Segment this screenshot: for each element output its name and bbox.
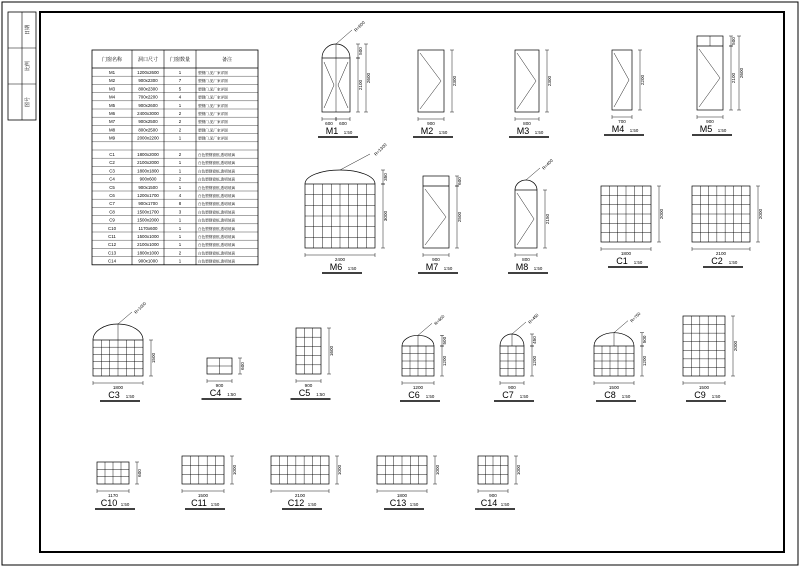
dimension-height: 1000 <box>516 464 521 476</box>
dimension-height: 1600 <box>329 345 334 357</box>
radius-leader <box>336 30 352 44</box>
dimension-width: 900 <box>508 385 516 390</box>
door-swing-mark <box>517 193 534 245</box>
schedule-cell-name: M5 <box>108 102 116 108</box>
radius-label: R=750 <box>629 311 642 324</box>
schedule-cell-qty: 1 <box>178 160 182 166</box>
schedule-cell-name: M2 <box>108 78 116 84</box>
elevation-scale: 1:50 <box>347 266 357 271</box>
schedule-header-3: 备注 <box>221 57 233 63</box>
dimension-width: 900 <box>304 383 313 388</box>
schedule-cell-name: M7 <box>108 119 116 125</box>
dimension-height: 2100 <box>731 72 736 84</box>
elevation-label-c5: C5 <box>298 388 311 398</box>
dimension-width: 1500 <box>698 385 710 390</box>
elevation-c11 <box>182 456 237 509</box>
schedule-cell-name: M1 <box>108 70 116 75</box>
window-frame <box>683 316 725 376</box>
schedule-cell-note: 塑钢门,见厂家详图 <box>198 112 228 116</box>
dimension-width: 1800 <box>396 493 408 498</box>
elevation-label-c8: C8 <box>604 390 616 400</box>
dimension-height: 600 <box>240 362 245 370</box>
schedule-cell-size: 1500x2000 <box>137 217 159 223</box>
schedule-cell-note: 白色塑钢窗框,透明玻璃 <box>198 251 235 256</box>
schedule-cell-size: 900x600 <box>139 176 157 182</box>
dimension-top: 500 <box>442 336 447 345</box>
elevation-scale: 1:50 <box>425 394 435 399</box>
schedule-cell-note: 白色塑钢窗框,透明玻璃 <box>198 210 235 215</box>
schedule-cell-size: 800x2300 <box>138 86 158 92</box>
elevation-scale: 1:50 <box>409 502 419 507</box>
schedule-cell-qty: 2 <box>178 250 182 256</box>
schedule-cell-size: 1170x600 <box>138 225 158 231</box>
schedule-cell-name: M3 <box>108 86 116 92</box>
schedule-cell-qty: 1 <box>178 234 182 239</box>
radius-leader <box>512 322 526 334</box>
elevation-label-m4: M4 <box>611 124 625 134</box>
radius-label: R=600 <box>433 313 446 327</box>
schedule-cell-size: 2400x3000 <box>137 111 159 116</box>
door-swing-mark <box>699 49 720 107</box>
dimension-width: 2100 <box>715 251 727 256</box>
dimension-width-left: 600 <box>325 121 333 126</box>
elevation-scale: 1:50 <box>711 394 721 399</box>
schedule-cell-note: 塑钢门,见厂家详图 <box>198 128 228 133</box>
elevation-c8 <box>594 311 647 401</box>
elevation-c1 <box>601 186 664 267</box>
schedule-cell-name: M9 <box>108 135 116 141</box>
schedule-cell-size: 1500x1700 <box>137 209 159 215</box>
window-frame <box>182 456 224 484</box>
radius-label: R=600 <box>353 19 366 33</box>
schedule-cell-note: 塑钢门,见厂家详图 <box>198 95 228 100</box>
elevation-scale: 1:50 <box>443 266 453 271</box>
dimension-height: 2300 <box>452 75 457 87</box>
elevation-c7 <box>494 312 540 401</box>
schedule-cell-qty: 2 <box>178 111 182 116</box>
dimension-width: 1170 <box>108 493 118 498</box>
schedule-cell-qty: 5 <box>178 86 182 92</box>
radius-label: R=1300 <box>373 142 388 157</box>
schedule-cell-size: 900x2600 <box>138 102 158 108</box>
dimension-top: 450 <box>532 336 537 344</box>
elevation-m2 <box>413 50 457 137</box>
schedule-cell-qty: 1 <box>178 102 182 108</box>
elevation-m8 <box>508 158 554 273</box>
dimension-height: 1200 <box>532 355 537 367</box>
elevation-scale: 1:50 <box>500 502 510 507</box>
dimension-height: 2000 <box>659 208 664 220</box>
elevation-scale: 1:50 <box>210 502 220 507</box>
schedule-cell-note: 白色塑钢窗框,透明玻璃 <box>198 194 235 198</box>
schedule-cell-size: 1800x2000 <box>137 152 159 157</box>
radius-label: R=450 <box>527 312 540 325</box>
schedule-cell-size: 900x1500 <box>138 184 158 190</box>
elevation-label-c9: C9 <box>694 390 706 400</box>
schedule-cell-qty: 1 <box>178 242 182 248</box>
dimension-height: 1200 <box>442 355 447 367</box>
schedule-cell-qty: 2 <box>178 119 182 125</box>
elevation-scale: 1:50 <box>438 130 448 135</box>
elevation-drawings <box>93 20 763 509</box>
door-swing-mark <box>425 189 446 245</box>
elevation-label-c12: C12 <box>287 498 305 508</box>
schedule-cell-note: 塑钢门,见厂家详图 <box>198 87 228 92</box>
dimension-width: 1800 <box>112 385 124 390</box>
schedule-cell-name: C4 <box>109 176 115 182</box>
schedule-cell-note: 白色塑钢窗框,透明玻璃 <box>198 202 235 207</box>
schedule-cell-qty: 1 <box>178 70 182 75</box>
dimension-width: 700 <box>618 119 626 124</box>
door-swing-mark <box>338 62 348 108</box>
radius-leader <box>526 168 540 180</box>
dimension-width: 800 <box>523 121 531 126</box>
elevation-label-m7: M7 <box>425 262 439 272</box>
dimension-overall: 2600 <box>366 72 371 84</box>
schedule-cell-qty: 2 <box>178 127 182 133</box>
title-block-cell-date: 日期 <box>25 24 31 36</box>
dimension-width: 900 <box>432 257 440 262</box>
elevation-c6 <box>400 313 447 401</box>
dimension-width: 2400 <box>334 257 346 262</box>
schedule-cell-note: 塑钢门,见厂家详图 <box>198 136 228 141</box>
window-frame <box>296 328 321 374</box>
dimension-height: 2000 <box>733 340 738 352</box>
elevation-c12 <box>271 456 342 509</box>
arch-head <box>305 170 375 184</box>
elevation-scale: 1:50 <box>534 130 544 135</box>
dimension-width: 1500 <box>608 385 620 390</box>
schedule-cell-size: 2100x1000 <box>137 242 159 248</box>
schedule-cell-qty: 8 <box>178 201 182 207</box>
door-swing-mark <box>420 53 441 109</box>
schedule-cell-name: C2 <box>109 160 115 166</box>
radius-leader <box>340 154 370 170</box>
drawing-frame <box>40 12 784 552</box>
dimension-height: 2000 <box>758 208 763 220</box>
dimension-top: 600 <box>457 177 462 185</box>
dimension-width: 2100 <box>294 493 306 498</box>
schedule-cell-size: 1800x1000 <box>137 250 159 256</box>
radius-leader <box>418 323 432 335</box>
elevation-label-c7: C7 <box>502 390 514 400</box>
elevation-m4 <box>604 50 645 135</box>
elevation-label-m5: M5 <box>699 124 713 134</box>
schedule-cell-size: 900x1700 <box>138 201 158 207</box>
schedule-cell-size: 1800x1800 <box>137 168 159 174</box>
dimension-width: 900 <box>489 493 497 498</box>
schedule-cell-name: C12 <box>107 242 117 248</box>
dimension-height: 1000 <box>232 464 237 476</box>
dimension-top: 500 <box>642 335 647 344</box>
elevation-m6 <box>305 142 388 273</box>
elevation-label-m1: M1 <box>325 126 339 136</box>
elevation-label-m2: M2 <box>420 126 434 136</box>
schedule-cell-name: C13 <box>107 250 117 256</box>
schedule-cell-name: M6 <box>108 111 116 116</box>
schedule-cell-size: 800x2500 <box>138 127 158 133</box>
elevation-label-c3: C3 <box>108 390 120 400</box>
schedule-cell-note: 白色塑钢窗框,透明玻璃 <box>198 218 235 223</box>
schedule-cell-size: 700x2200 <box>138 94 158 100</box>
schedule-cell-name: C6 <box>109 193 115 198</box>
dimension-width: 1800 <box>620 251 632 256</box>
dimension-height: 3000 <box>383 210 388 222</box>
schedule-cell-name: C9 <box>109 217 115 223</box>
elevation-label-m8: M8 <box>515 262 529 272</box>
elevation-scale: 1:50 <box>343 130 353 135</box>
dimension-width: 1500 <box>197 493 209 498</box>
elevation-m7 <box>418 176 462 273</box>
schedule-cell-qty: 7 <box>178 78 182 84</box>
door-frame <box>423 176 449 248</box>
elevation-scale: 1:50 <box>621 394 631 399</box>
dimension-width: 900 <box>215 383 224 388</box>
schedule-cell-qty: 2 <box>178 152 182 157</box>
dimension-height: 2300 <box>547 75 552 87</box>
dimension-height: 600 <box>137 469 142 477</box>
schedule-cell-qty: 1 <box>178 184 182 190</box>
elevation-label-c4: C4 <box>209 388 222 398</box>
schedule-cell-name: M8 <box>108 127 116 133</box>
schedule-cell-size: 1500x1000 <box>137 234 159 239</box>
schedule-cell-qty: 1 <box>178 258 182 264</box>
door-swing-mark <box>614 53 629 107</box>
dimension-overall: 2600 <box>739 67 744 79</box>
elevation-c14 <box>475 456 521 509</box>
dimension-height: 1000 <box>337 464 342 476</box>
dimension-height: 2200 <box>640 74 645 86</box>
schedule-cell-qty: 1 <box>178 135 182 141</box>
elevation-label-c11: C11 <box>191 498 207 508</box>
radius-leader <box>614 321 628 333</box>
arch-head <box>515 180 537 190</box>
schedule-cell-name: C10 <box>107 225 117 231</box>
schedule-header-2: 门窗数量 <box>169 57 191 63</box>
elevation-scale: 1:50 <box>629 128 639 133</box>
window-frame <box>271 456 329 484</box>
radius-leader <box>118 312 132 324</box>
dimension-width-right: 600 <box>339 121 347 126</box>
dimension-height: 1200 <box>642 355 647 367</box>
elevation-m3 <box>509 50 552 137</box>
schedule-cell-note: 白色塑钢窗框,透明玻璃 <box>198 161 235 166</box>
dimension-width: 1200 <box>412 385 424 390</box>
elevation-label-c6: C6 <box>408 390 420 400</box>
elevation-c13 <box>377 456 440 509</box>
schedule-cell-note: 白色塑钢窗框,透明玻璃 <box>198 185 235 190</box>
elevation-scale: 1:50 <box>307 502 317 507</box>
door-frame <box>515 50 539 112</box>
schedule-cell-qty: 1 <box>178 168 182 174</box>
schedule-cell-qty: 3 <box>178 209 182 215</box>
elevation-scale: 1:50 <box>717 128 727 133</box>
elevation-label-c13: C13 <box>389 498 407 508</box>
door-frame <box>418 50 444 112</box>
dimension-width: 900 <box>427 121 435 126</box>
elevation-c3 <box>93 300 156 401</box>
title-block-cell-scale: 比例 <box>25 60 31 72</box>
schedule-cell-qty: 1 <box>178 217 182 223</box>
elevation-c10 <box>95 462 142 509</box>
dimension-top: 350 <box>383 173 388 181</box>
schedule-cell-note: 白色塑钢窗框,透明玻璃 <box>198 153 235 157</box>
radius-label: R=400 <box>541 157 554 171</box>
door-frame <box>697 36 723 110</box>
door-swing-mark <box>517 53 536 109</box>
schedule-cell-name: C5 <box>109 184 115 190</box>
elevation-m5 <box>692 36 744 135</box>
elevation-c5 <box>291 328 335 399</box>
elevation-scale: 1:50 <box>519 394 529 399</box>
schedule-cell-size: 900x1000 <box>138 258 158 264</box>
schedule-cell-note: 塑钢门,见厂家详图 <box>198 79 228 84</box>
schedule-cell-name: C14 <box>107 258 117 264</box>
schedule-cell-qty: 2 <box>178 176 182 182</box>
elevation-scale: 1:50 <box>633 260 643 265</box>
schedule-border <box>92 50 258 265</box>
elevation-m1 <box>318 20 371 137</box>
schedule-cell-name: C1 <box>109 152 115 157</box>
dimension-height: 2500 <box>457 211 462 223</box>
elevation-label-c1: C1 <box>616 256 628 266</box>
schedule-cell-note: 塑钢门,见厂家详图 <box>198 103 228 108</box>
elevation-scale: 1:50 <box>533 266 543 271</box>
title-block <box>8 12 36 120</box>
elevation-label-c10: C10 <box>100 498 118 508</box>
schedule-cell-note: 塑钢门,见厂家详图 <box>198 120 228 125</box>
schedule-cell-name: C11 <box>108 234 116 239</box>
elevation-scale: 1:50 <box>120 502 130 507</box>
schedule-header-0: 门窗名称 <box>101 57 123 63</box>
dimension-height: 2150 <box>545 213 550 225</box>
schedule-cell-name: C7 <box>109 201 115 207</box>
dimension-top: 500 <box>731 37 736 45</box>
schedule-cell-size: 1200x2600 <box>137 70 159 75</box>
dimension-top: 500 <box>358 47 363 55</box>
schedule-cell-name: C8 <box>109 209 115 215</box>
schedule-cell-size: 2100x2000 <box>137 160 159 166</box>
schedule-cell-size: 900x2300 <box>138 78 158 84</box>
schedule-cell-note: 塑钢门,见厂家详图 <box>198 71 228 75</box>
door-frame <box>515 190 537 248</box>
schedule-cell-name: M4 <box>108 94 116 100</box>
elevation-scale: 1:50 <box>728 260 738 265</box>
schedule-cell-note: 白色塑钢窗框,透明玻璃 <box>198 177 235 182</box>
dimension-height: 2100 <box>358 79 363 91</box>
schedule-header-1: 洞口尺寸 <box>137 57 159 63</box>
schedule-cell-qty: 4 <box>178 94 182 100</box>
schedule-cell-qty: 1 <box>178 225 182 231</box>
door-swing-mark <box>324 62 334 108</box>
elevation-scale: 1:50 <box>125 394 135 399</box>
door-window-schedule <box>92 50 258 265</box>
elevation-scale: 1:50 <box>227 392 236 397</box>
schedule-cell-name: C3 <box>109 168 115 174</box>
schedule-cell-note: 白色塑钢窗框,透明玻璃 <box>198 226 235 231</box>
radius-label: R=1000 <box>133 300 148 315</box>
dimension-height: 1000 <box>435 464 440 476</box>
schedule-cell-note: 白色塑钢窗框,透明玻璃 <box>198 259 235 264</box>
elevation-label-c2: C2 <box>711 256 723 266</box>
title-block-cell-number: 图号 <box>25 96 31 108</box>
schedule-cell-note: 白色塑钢窗框,透明玻璃 <box>198 235 235 239</box>
elevation-label-m6: M6 <box>329 262 343 272</box>
elevation-c9 <box>683 316 738 401</box>
dimension-height: 1500 <box>151 352 156 364</box>
schedule-cell-qty: 4 <box>178 193 182 198</box>
schedule-cell-size: 1200x1700 <box>137 193 159 198</box>
schedule-cell-note: 白色塑钢窗框,透明玻璃 <box>198 243 235 248</box>
schedule-cell-size: 2000x2200 <box>137 135 159 141</box>
dimension-width: 800 <box>522 257 530 262</box>
sheet-outer-border <box>2 2 798 565</box>
elevation-label-m3: M3 <box>516 126 530 136</box>
schedule-cell-note: 白色塑钢窗框,透明玻璃 <box>198 169 235 174</box>
schedule-cell-size: 900x2500 <box>138 119 158 125</box>
dimension-width: 900 <box>706 119 714 124</box>
elevation-c2 <box>692 186 763 267</box>
elevation-c4 <box>202 358 246 399</box>
elevation-scale: 1:50 <box>316 392 325 397</box>
elevation-label-c14: C14 <box>480 498 498 508</box>
